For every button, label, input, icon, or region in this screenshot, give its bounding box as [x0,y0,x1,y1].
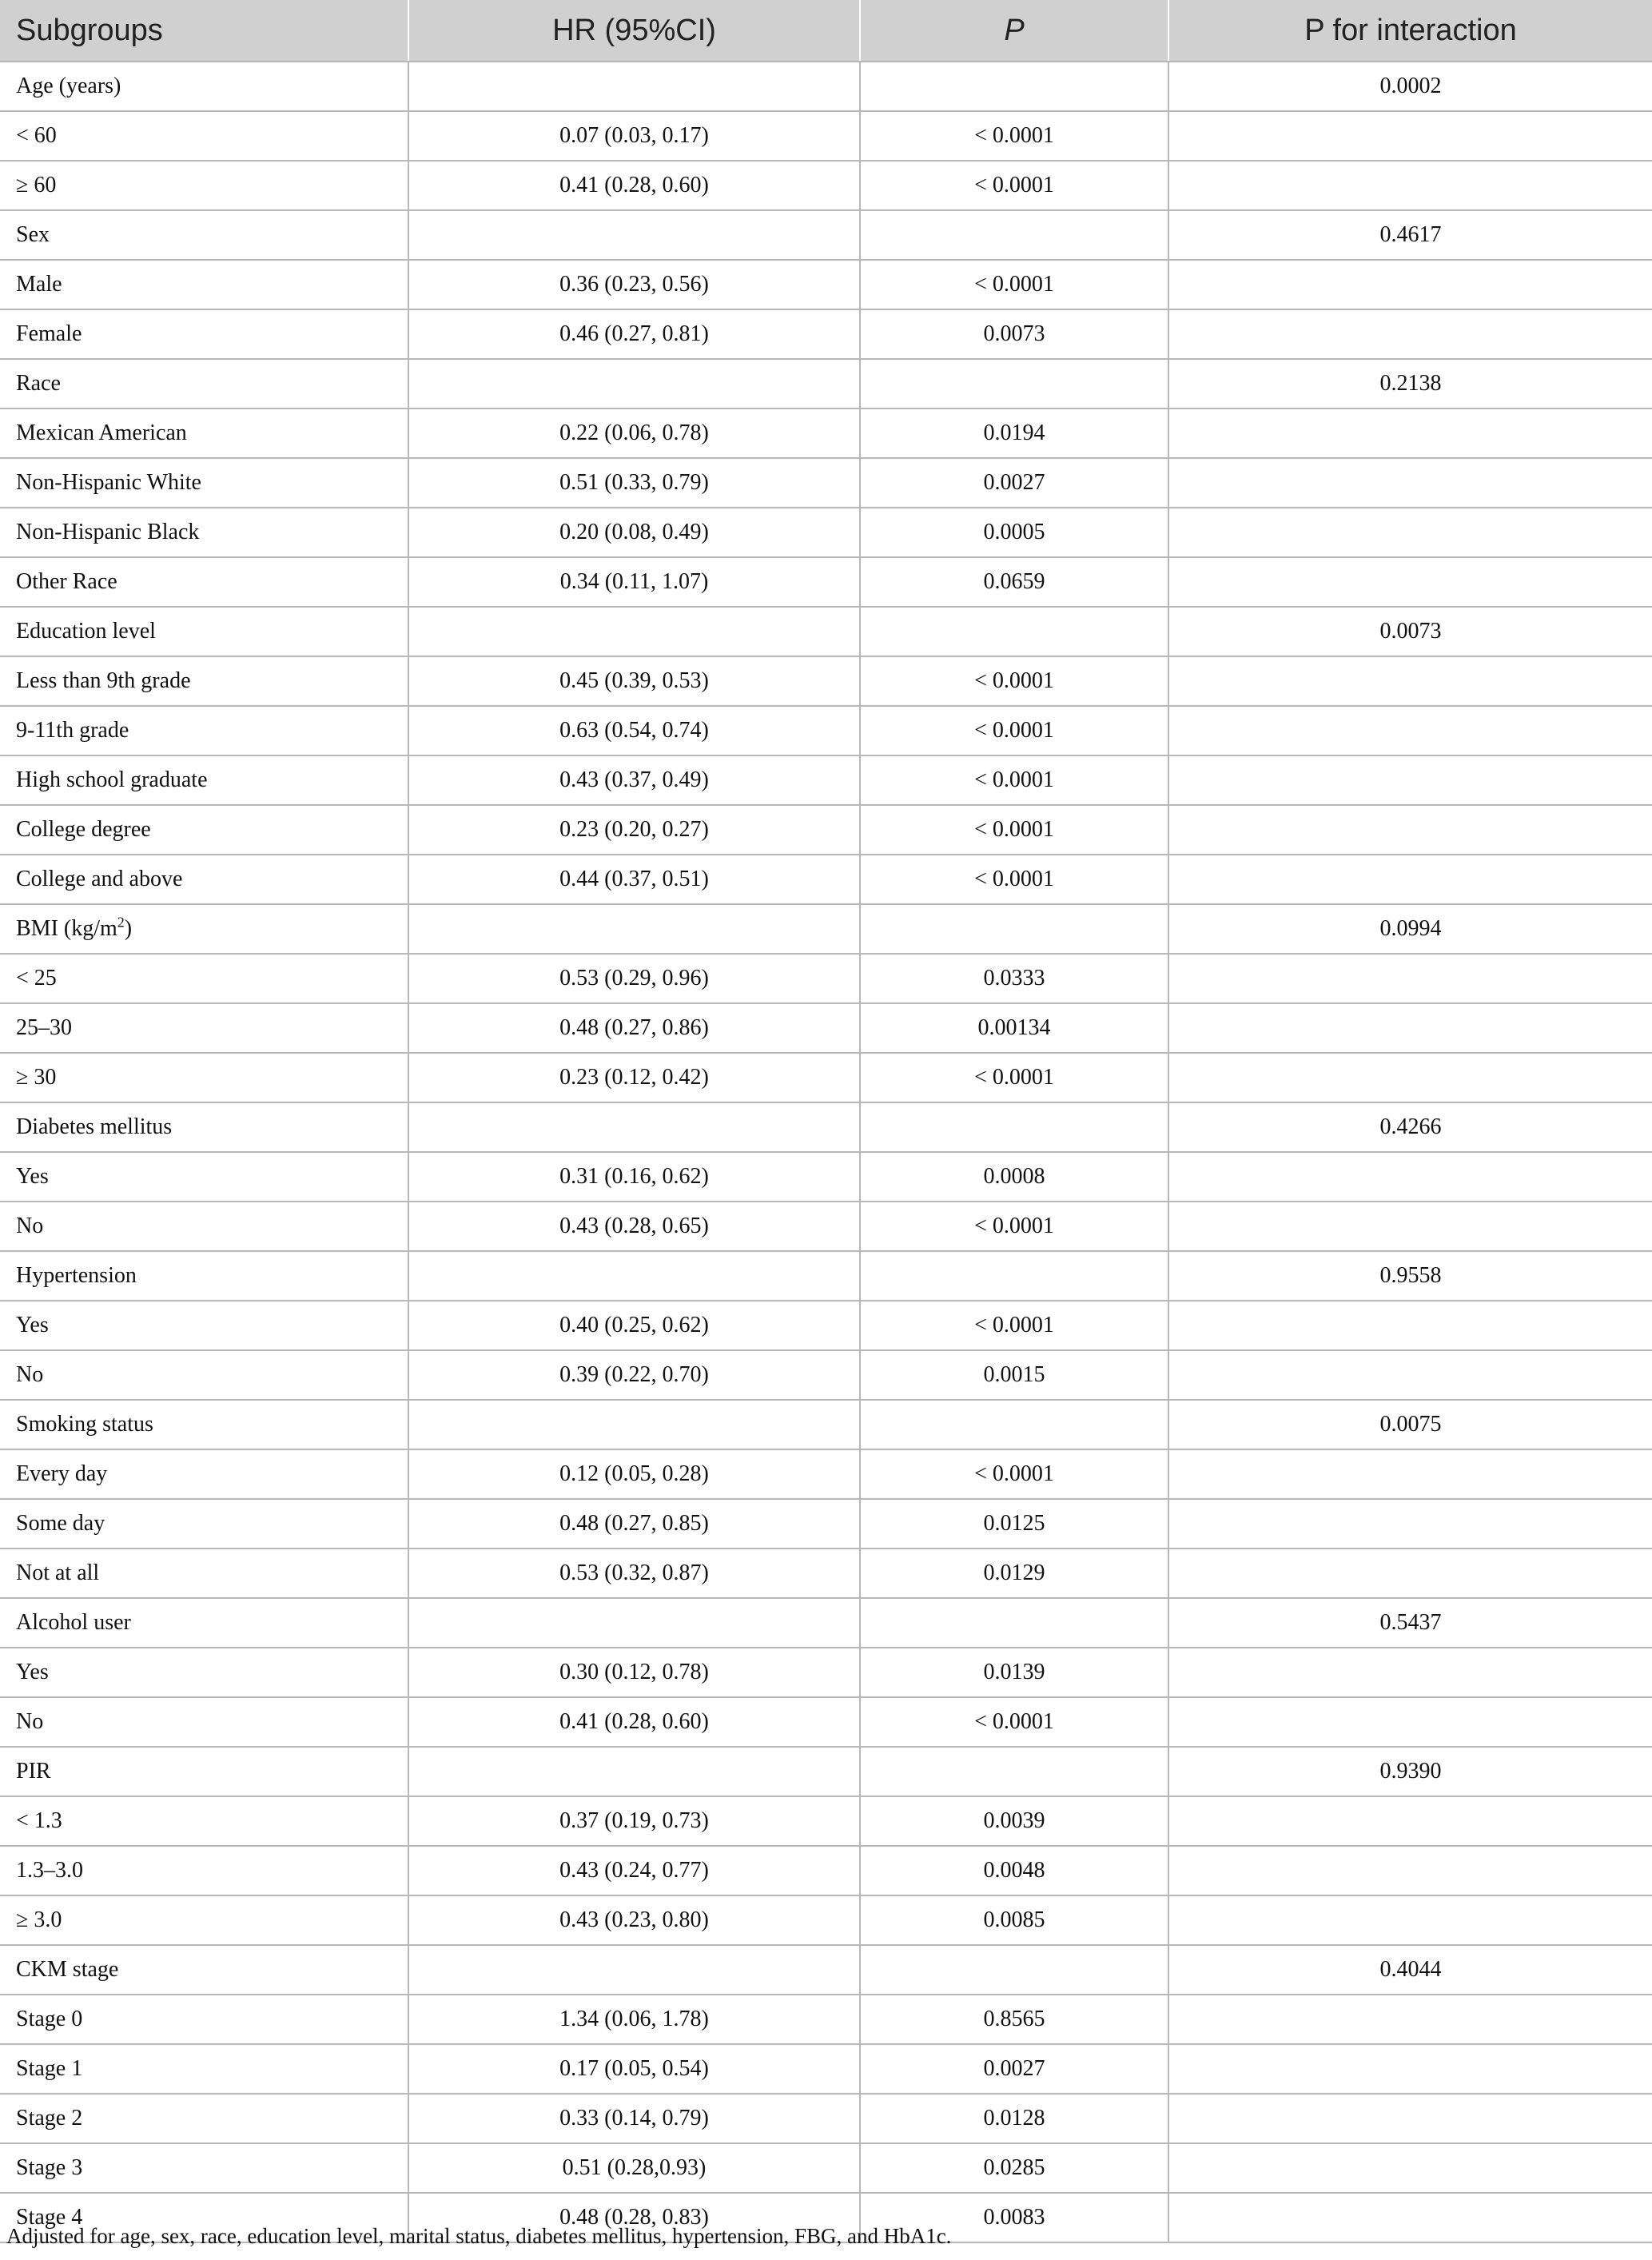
cell-subgroup: Some day [0,1499,408,1549]
cell-hr-ci [408,904,860,954]
cell-hr-ci: 0.53 (0.32, 0.87) [408,1549,860,1598]
cell-hr-ci [408,359,860,409]
cell-hr-ci: 0.31 (0.16, 0.62) [408,1152,860,1202]
cell-p-value: 0.0194 [860,409,1168,458]
cell-subgroup: No [0,1202,408,1251]
cell-p-interaction [1168,855,1652,904]
cell-hr-ci: 0.20 (0.08, 0.49) [408,508,860,557]
cell-p-value: 0.0073 [860,309,1168,359]
cell-hr-ci: 0.43 (0.28, 0.65) [408,1202,860,1251]
cell-subgroup: ≥ 60 [0,161,408,210]
cell-subgroup: Stage 2 [0,2094,408,2143]
cell-p-interaction: 0.5437 [1168,1598,1652,1648]
cell-subgroup: ≥ 3.0 [0,1895,408,1945]
cell-p-interaction: 0.9390 [1168,1747,1652,1796]
cell-p-interaction [1168,1648,1652,1697]
table-row [0,954,1652,1003]
cell-p-value: < 0.0001 [860,706,1168,755]
cell-subgroup: Yes [0,1152,408,1202]
cell-subgroup [0,904,408,954]
cell-p-value: < 0.0001 [860,1449,1168,1499]
cell-subgroup: Stage 0 [0,1995,408,2044]
cell-hr-ci [408,1598,860,1648]
cell-subgroup: CKM stage [0,1945,408,1995]
cell-subgroup: No [0,1350,408,1400]
cell-hr-ci [408,607,860,656]
cell-p-interaction: 0.9558 [1168,1251,1652,1301]
table-row [0,409,1652,458]
cell-hr-ci: 0.53 (0.29, 0.96) [408,954,860,1003]
cell-hr-ci: 0.37 (0.19, 0.73) [408,1796,860,1846]
table-row [0,904,1652,954]
cell-hr-ci [408,1945,860,1995]
cell-p-value: < 0.0001 [860,111,1168,161]
cell-subgroup: Age (years) [0,62,408,111]
cell-p-value: 0.8565 [860,1995,1168,2044]
cell-p-interaction [1168,1202,1652,1251]
cell-p-interaction [1168,309,1652,359]
cell-p-interaction: 0.0073 [1168,607,1652,656]
cell-p-value [860,1747,1168,1796]
subgroup-label: BMI (kg/m [16,916,117,941]
table-row [0,62,1652,111]
cell-hr-ci: 0.44 (0.37, 0.51) [408,855,860,904]
table-row [0,2143,1652,2193]
cell-p-value: < 0.0001 [860,755,1168,805]
cell-hr-ci: 0.07 (0.03, 0.17) [408,111,860,161]
cell-p-interaction [1168,1697,1652,1747]
cell-hr-ci: 0.46 (0.27, 0.81) [408,309,860,359]
cell-p-interaction [1168,1796,1652,1846]
cell-subgroup: Non-Hispanic White [0,458,408,508]
cell-subgroup: < 60 [0,111,408,161]
cell-p-value: < 0.0001 [860,260,1168,309]
cell-p-interaction [1168,458,1652,508]
table-row [0,161,1652,210]
cell-subgroup: Stage 3 [0,2143,408,2193]
cell-p-interaction [1168,706,1652,755]
table-row [0,1796,1652,1846]
cell-p-value [860,1102,1168,1152]
cell-subgroup: Yes [0,1648,408,1697]
cell-p-value: 0.0005 [860,508,1168,557]
cell-hr-ci: 0.41 (0.28, 0.60) [408,1697,860,1747]
cell-p-interaction [1168,2193,1652,2242]
cell-p-value: < 0.0001 [860,1301,1168,1350]
cell-hr-ci: 0.23 (0.20, 0.27) [408,805,860,855]
cell-p-interaction [1168,1499,1652,1549]
cell-subgroup: Mexican American [0,409,408,458]
table-row [0,1301,1652,1350]
cell-p-interaction [1168,2094,1652,2143]
cell-subgroup: Male [0,260,408,309]
cell-p-interaction [1168,656,1652,706]
cell-hr-ci: 0.22 (0.06, 0.78) [408,409,860,458]
cell-p-interaction: 0.0994 [1168,904,1652,954]
table-row [0,1747,1652,1796]
cell-hr-ci [408,1251,860,1301]
cell-subgroup: Alcohol user [0,1598,408,1648]
cell-p-value: 0.0285 [860,2143,1168,2193]
cell-p-interaction [1168,1846,1652,1895]
cell-p-interaction [1168,508,1652,557]
table-row [0,1053,1652,1102]
cell-p-value: 0.0085 [860,1895,1168,1945]
cell-p-value: 0.0139 [860,1648,1168,1697]
header-p: P [860,0,1168,62]
cell-p-interaction [1168,409,1652,458]
cell-p-interaction [1168,1995,1652,2044]
cell-p-value: < 0.0001 [860,1202,1168,1251]
cell-p-interaction [1168,557,1652,607]
header-row [0,0,1652,62]
cell-hr-ci: 0.34 (0.11, 1.07) [408,557,860,607]
cell-p-interaction [1168,2143,1652,2193]
cell-hr-ci: 0.41 (0.28, 0.60) [408,161,860,210]
cell-p-value: 0.0039 [860,1796,1168,1846]
table-row [0,1648,1652,1697]
cell-subgroup: Other Race [0,557,408,607]
cell-hr-ci: 0.48 (0.27, 0.85) [408,1499,860,1549]
table-header [0,0,1652,62]
table-row [0,508,1652,557]
cell-p-value: < 0.0001 [860,855,1168,904]
table-row [0,855,1652,904]
cell-subgroup: Education level [0,607,408,656]
cell-subgroup: Hypertension [0,1251,408,1301]
table-row [0,1202,1652,1251]
cell-hr-ci: 0.36 (0.23, 0.56) [408,260,860,309]
table-row [0,755,1652,805]
cell-hr-ci: 0.48 (0.27, 0.86) [408,1003,860,1053]
cell-subgroup: Smoking status [0,1400,408,1449]
cell-subgroup: Yes [0,1301,408,1350]
cell-hr-ci: 0.23 (0.12, 0.42) [408,1053,860,1102]
table-row [0,1598,1652,1648]
table-row [0,1945,1652,1995]
cell-subgroup: 1.3–3.0 [0,1846,408,1895]
cell-p-interaction [1168,755,1652,805]
cell-hr-ci: 0.40 (0.25, 0.62) [408,1301,860,1350]
cell-hr-ci: 0.30 (0.12, 0.78) [408,1648,860,1697]
table-row [0,1400,1652,1449]
table-row [0,1003,1652,1053]
cell-subgroup: Non-Hispanic Black [0,508,408,557]
cell-p-value [860,62,1168,111]
cell-hr-ci: 0.51 (0.33, 0.79) [408,458,860,508]
cell-p-interaction [1168,1895,1652,1945]
cell-p-value: 0.0125 [860,1499,1168,1549]
cell-p-interaction: 0.4266 [1168,1102,1652,1152]
table-row [0,1152,1652,1202]
table-row [0,2094,1652,2143]
cell-p-interaction: 0.2138 [1168,359,1652,409]
table-row [0,359,1652,409]
header-p-interaction: P for interaction [1168,0,1652,62]
cell-subgroup: Female [0,309,408,359]
cell-subgroup: No [0,1697,408,1747]
cell-p-interaction: 0.0075 [1168,1400,1652,1449]
table-row [0,210,1652,260]
cell-subgroup: ≥ 30 [0,1053,408,1102]
header-subgroups: Subgroups [0,0,408,62]
table-row [0,706,1652,755]
table-row [0,656,1652,706]
cell-p-interaction: 0.4617 [1168,210,1652,260]
table-row [0,1895,1652,1945]
cell-hr-ci: 0.43 (0.23, 0.80) [408,1895,860,1945]
cell-subgroup: College degree [0,805,408,855]
cell-p-interaction [1168,260,1652,309]
table-row [0,557,1652,607]
cell-hr-ci: 0.51 (0.28,0.93) [408,2143,860,2193]
table-row [0,458,1652,508]
cell-p-interaction [1168,111,1652,161]
cell-p-value: 0.0333 [860,954,1168,1003]
cell-hr-ci [408,1102,860,1152]
cell-p-interaction [1168,805,1652,855]
cell-p-value: 0.0659 [860,557,1168,607]
cell-p-value: < 0.0001 [860,805,1168,855]
cell-hr-ci: 0.12 (0.05, 0.28) [408,1449,860,1499]
cell-subgroup: College and above [0,855,408,904]
cell-p-interaction [1168,1350,1652,1400]
cell-subgroup: 9-11th grade [0,706,408,755]
cell-p-value: 0.0027 [860,2044,1168,2094]
table-row [0,111,1652,161]
subgroup-label-suffix: ) [124,916,133,941]
cell-hr-ci [408,62,860,111]
cell-p-interaction [1168,1301,1652,1350]
cell-hr-ci: 0.17 (0.05, 0.54) [408,2044,860,2094]
cell-p-value [860,1400,1168,1449]
cell-subgroup: < 25 [0,954,408,1003]
cell-hr-ci [408,1747,860,1796]
cell-subgroup: Diabetes mellitus [0,1102,408,1152]
cell-p-interaction [1168,954,1652,1003]
cell-hr-ci: 0.39 (0.22, 0.70) [408,1350,860,1400]
cell-p-value [860,607,1168,656]
table-body [0,62,1652,2242]
cell-hr-ci: 1.34 (0.06, 1.78) [408,1995,860,2044]
cell-hr-ci: 0.33 (0.14, 0.79) [408,2094,860,2143]
cell-hr-ci [408,210,860,260]
cell-subgroup: High school graduate [0,755,408,805]
cell-p-interaction [1168,1549,1652,1598]
table-row [0,309,1652,359]
cell-p-value: 0.0048 [860,1846,1168,1895]
cell-p-value [860,359,1168,409]
table-row [0,1846,1652,1895]
cell-p-interaction: 0.0002 [1168,62,1652,111]
cell-p-value: 0.0083 [860,2193,1168,2242]
table-row [0,1697,1652,1747]
cell-p-value [860,1598,1168,1648]
cell-p-value: < 0.0001 [860,656,1168,706]
table-row [0,1251,1652,1301]
cell-hr-ci: 0.48 (0.28, 0.83) [408,2193,860,2242]
cell-p-interaction [1168,1053,1652,1102]
table-row [0,1499,1652,1549]
cell-subgroup: Not at all [0,1549,408,1598]
cell-p-value: < 0.0001 [860,1697,1168,1747]
cell-p-interaction [1168,1003,1652,1053]
cell-hr-ci [408,1400,860,1449]
cell-subgroup: Race [0,359,408,409]
cell-p-value: 0.00134 [860,1003,1168,1053]
cell-hr-ci: 0.63 (0.54, 0.74) [408,706,860,755]
cell-p-interaction: 0.4044 [1168,1945,1652,1995]
cell-p-value [860,904,1168,954]
cell-hr-ci: 0.43 (0.37, 0.49) [408,755,860,805]
cell-p-interaction [1168,161,1652,210]
table-row [0,805,1652,855]
cell-hr-ci: 0.43 (0.24, 0.77) [408,1846,860,1895]
cell-hr-ci: 0.45 (0.39, 0.53) [408,656,860,706]
cell-p-value: 0.0128 [860,2094,1168,2143]
cell-p-value: 0.0129 [860,1549,1168,1598]
table-row [0,607,1652,656]
cell-subgroup: 25–30 [0,1003,408,1053]
cell-p-value [860,1945,1168,1995]
cell-subgroup: Less than 9th grade [0,656,408,706]
cell-p-value: < 0.0001 [860,161,1168,210]
cell-subgroup: Every day [0,1449,408,1499]
cell-p-value: 0.0015 [860,1350,1168,1400]
table-row [0,260,1652,309]
cell-p-interaction [1168,1152,1652,1202]
table-row [0,1995,1652,2044]
cell-subgroup: PIR [0,1747,408,1796]
cell-subgroup: Stage 4 [0,2193,408,2242]
table-footnote: Adjusted for age, sex, race, education level, marital status, diabetes mellitus, hypertension, FBG, and HbA1c. [6,2224,952,2248]
cell-subgroup: < 1.3 [0,1796,408,1846]
cell-p-value: 0.0008 [860,1152,1168,1202]
cell-subgroup: Sex [0,210,408,260]
table-row [0,1350,1652,1400]
cell-p-value [860,210,1168,260]
table-row [0,1102,1652,1152]
unit-superscript: 2 [117,914,125,931]
cell-p-value: 0.0027 [860,458,1168,508]
table-row [0,2044,1652,2094]
table-row [0,1449,1652,1499]
table-row [0,1549,1652,1598]
cell-p-value: < 0.0001 [860,1053,1168,1102]
cell-p-value [860,1251,1168,1301]
header-hr-ci: HR (95%CI) [408,0,860,62]
cell-subgroup: Stage 1 [0,2044,408,2094]
cell-p-interaction [1168,1449,1652,1499]
cell-p-interaction [1168,2044,1652,2094]
